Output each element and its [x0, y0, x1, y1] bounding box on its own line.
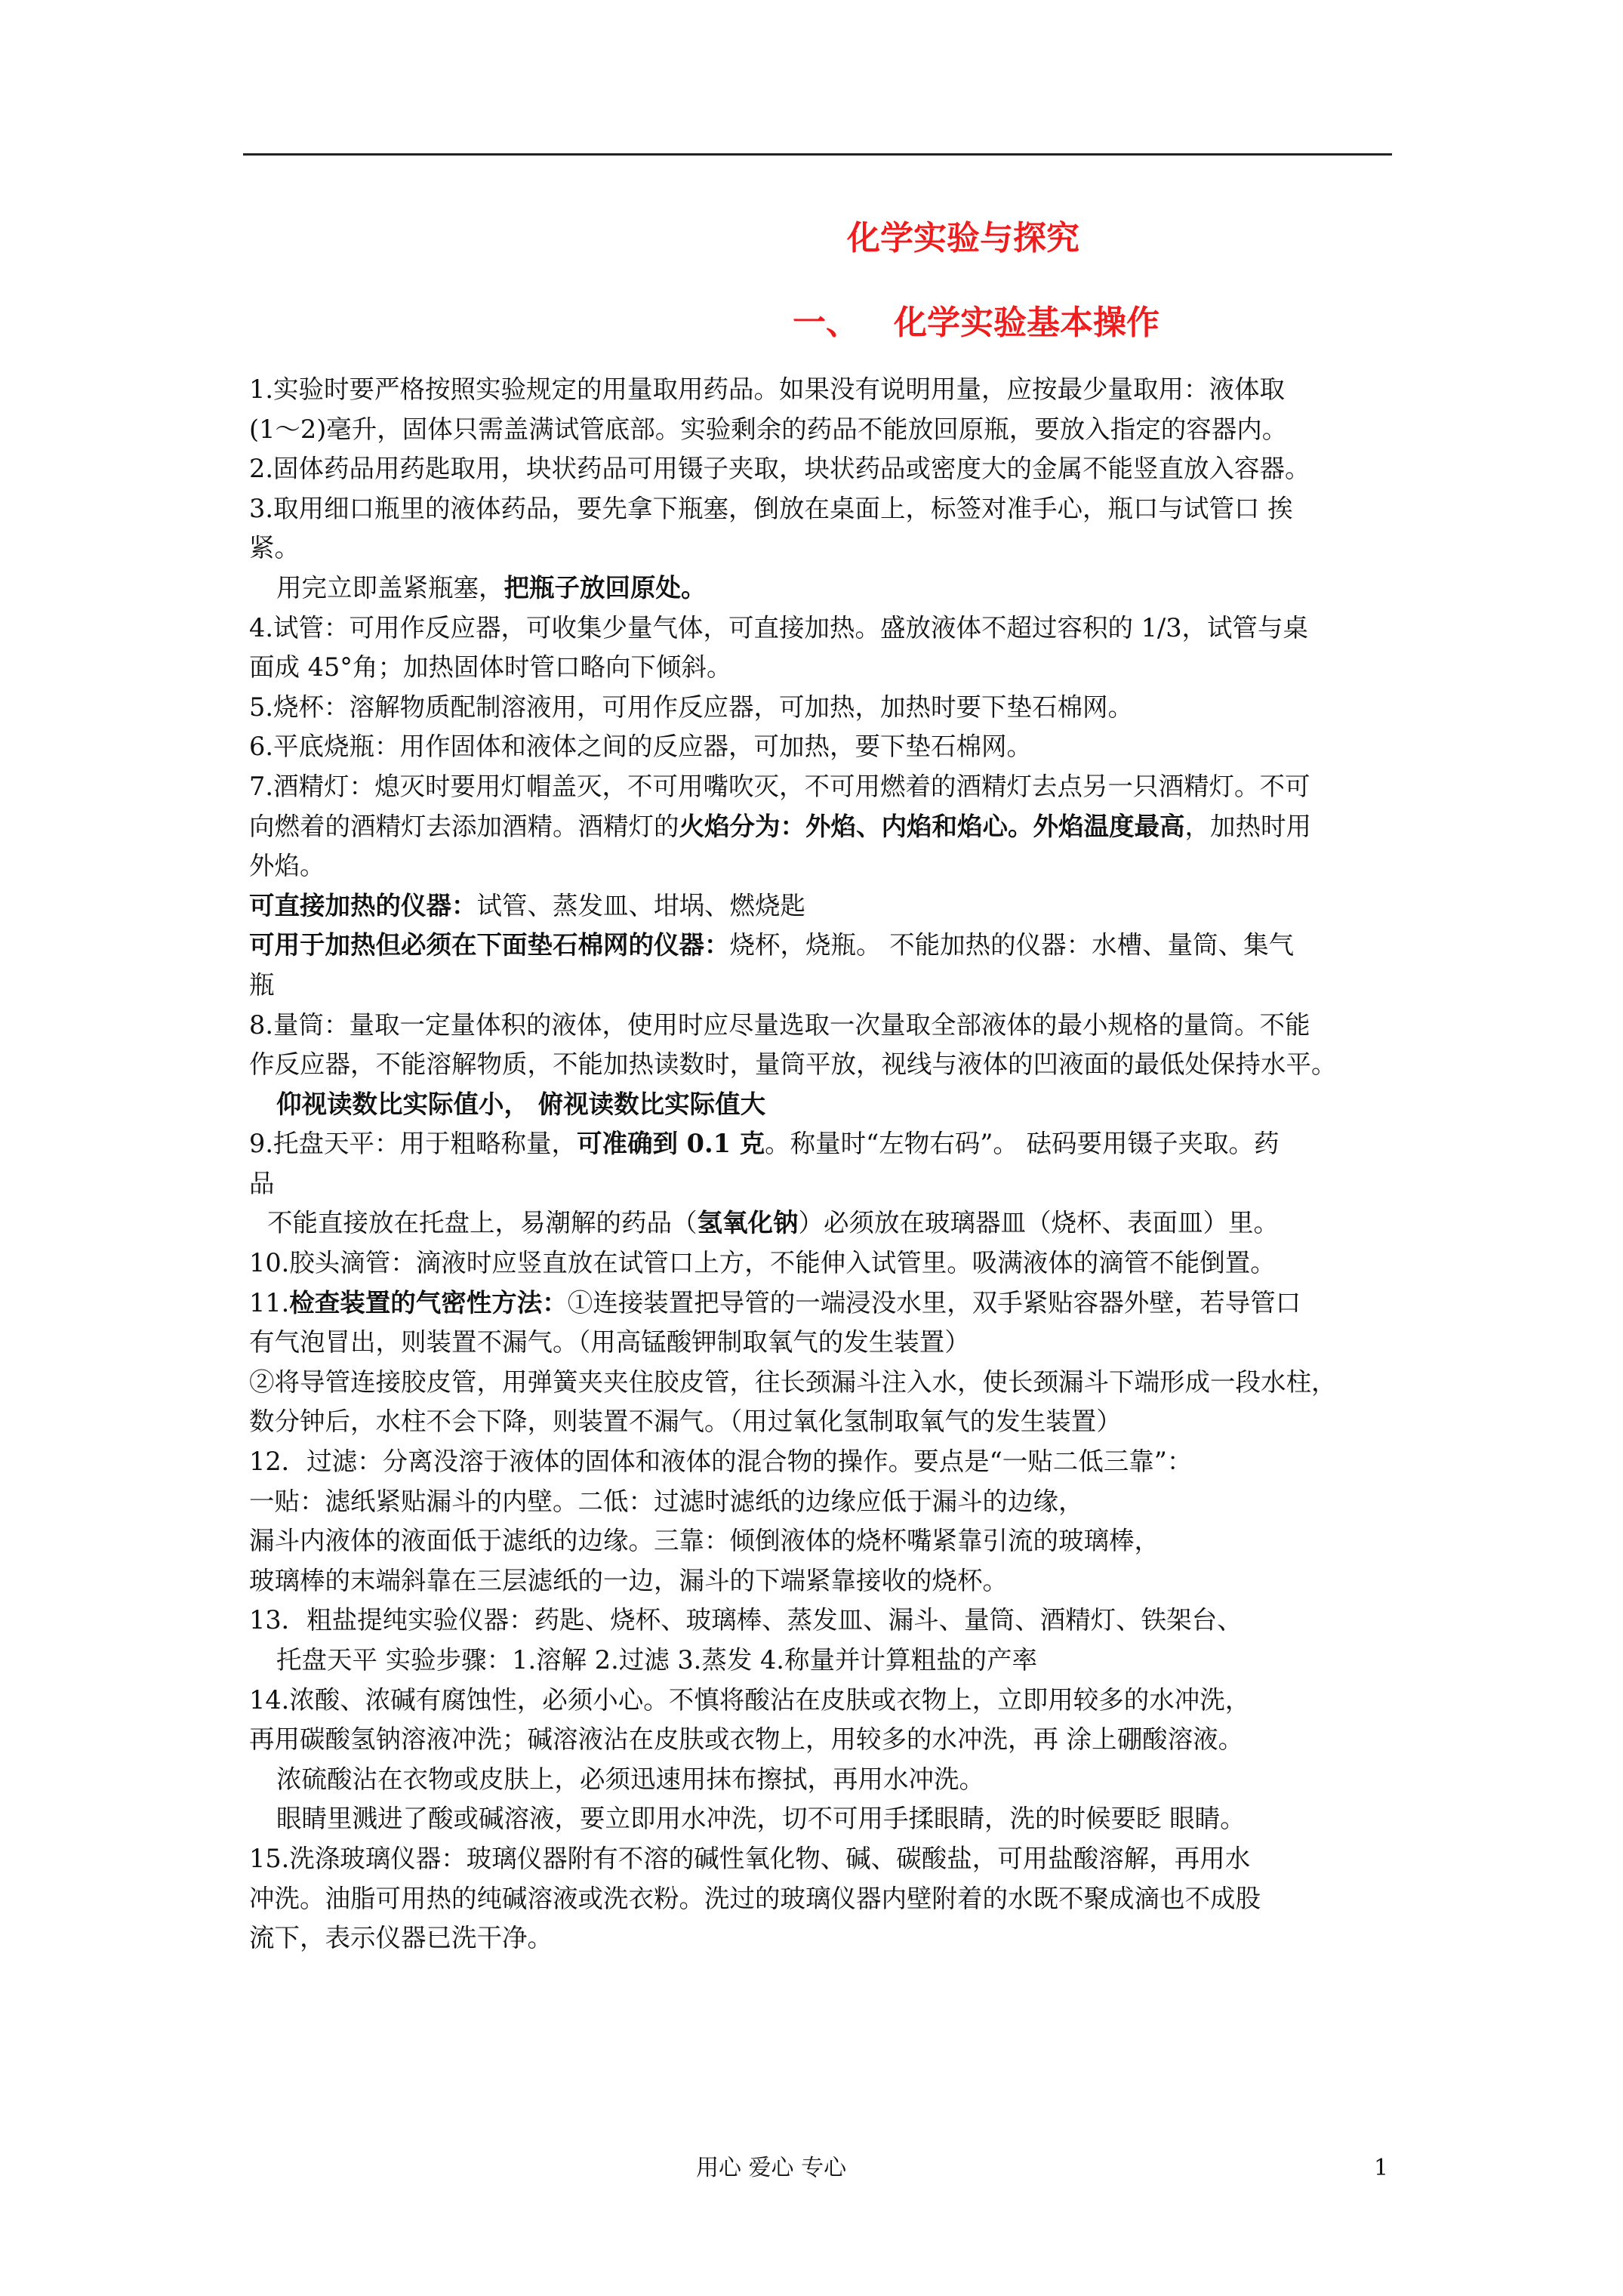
text-line: 一贴：滤纸紧贴漏斗的内壁。二低：过滤时滤纸的边缘应低于漏斗的边缘， [249, 1486, 1084, 1516]
text-run-bold: 可直接加热的仪器： [249, 890, 477, 920]
text-line [249, 1124, 1412, 1164]
text-run: 用完立即盖紧瓶塞， [276, 572, 504, 603]
text-line: 冲洗。油脂可用热的纯碱溶液或洗衣粉。洗过的玻璃仪器内壁附着的水既不聚成滴也不成股 [249, 1883, 1261, 1913]
text-line: 有气泡冒出，则装置不漏气。（用高锰酸钾制取氧气的发生装置） [249, 1327, 970, 1358]
text-line: 数分钟后，水柱不会下降，则装置不漏气。（用过氧化氢制取氧气的发生装置） [249, 1407, 1122, 1437]
text-line: (1～2)毫升，固体只需盖满试管底部。实验剩余的药品不能放回原瓶，要放入指定的容器内。 [249, 414, 1288, 444]
text-line: 2.固体药品用药匙取用，块状药品可用镊子夹取，块状药品或密度大的金属不能竖直放入容器。 [249, 454, 1310, 484]
text-line [249, 886, 1412, 926]
text-line: 品 [249, 1168, 275, 1198]
text-run-bold: 可用于加热但必须在下面垫石棉网的仪器： [249, 930, 730, 960]
text-line: 8.量筒：量取一定量体积的液体，使用时应尽量选取一次量取全部液体的最小规格的量筒。不能 [249, 1009, 1310, 1040]
text-line: 玻璃棒的末端斜靠在三层滤纸的一边，漏斗的下端紧靠接收的烧杯。 [249, 1565, 1008, 1595]
text-run: 不能直接放在托盘上，易潮解的药品（ [267, 1208, 698, 1238]
section-title: 化学实验基本操作 [894, 304, 1160, 342]
text-run: 9.托盘天平：用于粗略称量， [249, 1129, 577, 1159]
text-run: 烧杯，烧瓶。 不能加热的仪器：水槽、量筒、集气 [729, 930, 1295, 960]
footer-text: 用心 爱心 专心 [696, 2155, 847, 2181]
text-line: 10.胶头滴管：滴液时应竖直放在试管口上方，不能伸入试管里。吸满液体的滴管不能倒置。 [249, 1248, 1276, 1278]
text-line [249, 569, 1412, 609]
text-run: 。称量时“左物右码”。 砝码要用镊子夹取。药 [765, 1129, 1280, 1159]
text-line: 仰视读数比实际值小， 俯视读数比实际值大 [276, 1089, 766, 1119]
text-run: ，加热时用 [1184, 811, 1311, 841]
text-run-bold: 氢氧化钠 [697, 1208, 799, 1238]
text-line: 托盘天平 实验步骤：1.溶解 2.过滤 3.蒸发 4.称量并计算粗盐的产率 [276, 1645, 1037, 1675]
text-line: 漏斗内液体的液面低于滤纸的边缘。三靠：倾倒液体的烧杯嘴紧靠引流的玻璃棒， [249, 1526, 1160, 1556]
text-run: 向燃着的酒精灯去添加酒精。酒精灯的 [249, 811, 679, 841]
text-line: 14.浓酸、浓碱有腐蚀性，必须小心。不慎将酸沾在皮肤或衣物上，立即用较多的水冲洗， [249, 1684, 1251, 1715]
text-run-bold: 把瓶子放回原处。 [504, 572, 707, 603]
text-line: 5.烧杯：溶解物质配制溶液用，可用作反应器，可加热，加热时要下垫石棉网。 [249, 692, 1133, 722]
text-line: 7.酒精灯：熄灭时要用灯帽盖灭，不可用嘴吹灭，不可用燃着的酒精灯去点另一只酒精灯。不可 [249, 771, 1310, 801]
text-run: 试管、蒸发皿、坩埚、燃烧匙 [476, 890, 805, 920]
text-line: 眼睛里溅进了酸或碱溶液，要立即用水冲洗，切不可用手揉眼睛，洗的时候要眨 眼睛。 [276, 1804, 1246, 1834]
text-run: 11. [249, 1287, 290, 1318]
text-line: 3.取用细口瓶里的液体药品，要先拿下瓶塞，倒放在桌面上，标签对准手心，瓶口与试管口 挨 [249, 493, 1293, 523]
text-run-bold: 可准确到 0.1 克 [576, 1129, 765, 1159]
section-heading [793, 300, 1160, 346]
document-body [249, 370, 1412, 1959]
section-number: 一、 [793, 304, 859, 342]
text-line: 作反应器，不能溶解物质，不能加热读数时，量筒平放，视线与液体的凹液面的最低处保持水平。 [249, 1049, 1337, 1080]
text-run-bold: 火焰分为：外焰、内焰和焰心。外焰温度最高 [679, 811, 1185, 841]
document-title: 化学实验与探究 [847, 219, 1079, 257]
text-line: ②将导管连接胶皮管，用弹簧夹夹住胶皮管，往长颈漏斗注入水，使长颈漏斗下端形成一段水柱， [249, 1367, 1337, 1397]
text-line: 浓硫酸沾在衣物或皮肤上，必须迅速用抹布擦拭，再用水冲洗。 [276, 1764, 984, 1794]
page-number: 1 [1374, 2155, 1389, 2181]
text-line: 外焰。 [249, 851, 325, 881]
text-line: 再用碳酸氢钠溶液冲洗；碱溶液沾在皮肤或衣物上，用较多的水冲洗，再 涂上硼酸溶液。 [249, 1724, 1244, 1755]
text-line: 流下，表示仪器已洗干净。 [249, 1923, 553, 1953]
text-run: ①连接装置把导管的一端浸没水里，双手紧贴容器外壁，若导管口 [567, 1287, 1301, 1318]
text-line: 面成 45°角；加热固体时管口略向下倾斜。 [249, 652, 732, 683]
text-line: 4.试管：可用作反应器，可收集少量气体，可直接加热。盛放液体不超过容积的 1/3，试管与桌 [249, 612, 1309, 643]
header-rule [243, 153, 1392, 156]
text-line [249, 1203, 1412, 1244]
text-line [249, 1284, 1412, 1324]
text-line: 15.洗涤玻璃仪器：玻璃仪器附有不溶的碱性氧化物、碱、碳酸盐，可用盐酸溶解，再用水 [249, 1843, 1251, 1873]
text-line: 13．粗盐提纯实验仪器：药匙、烧杯、玻璃棒、蒸发皿、漏斗、量筒、酒精灯、铁架台、 [249, 1605, 1243, 1635]
text-line: 6.平底烧瓶：用作固体和液体之间的反应器，可加热，要下垫石棉网。 [249, 732, 1032, 762]
text-line: 1.实验时要严格按照实验规定的用量取用药品。如果没有说明用量，应按最少量取用：液体取 [249, 374, 1285, 404]
text-line: 紧。 [249, 533, 300, 563]
text-line: 瓶 [249, 969, 275, 1000]
text-line [249, 926, 1412, 966]
text-run-bold: 检查装置的气密性方法： [289, 1287, 568, 1318]
text-run: ）必须放在玻璃器皿（烧杯、表面皿）里。 [798, 1208, 1279, 1238]
text-line: 12．过滤：分离没溶于液体的固体和液体的混合物的操作。要点是“一贴二低三靠”： [249, 1447, 1193, 1477]
text-line [249, 807, 1412, 847]
